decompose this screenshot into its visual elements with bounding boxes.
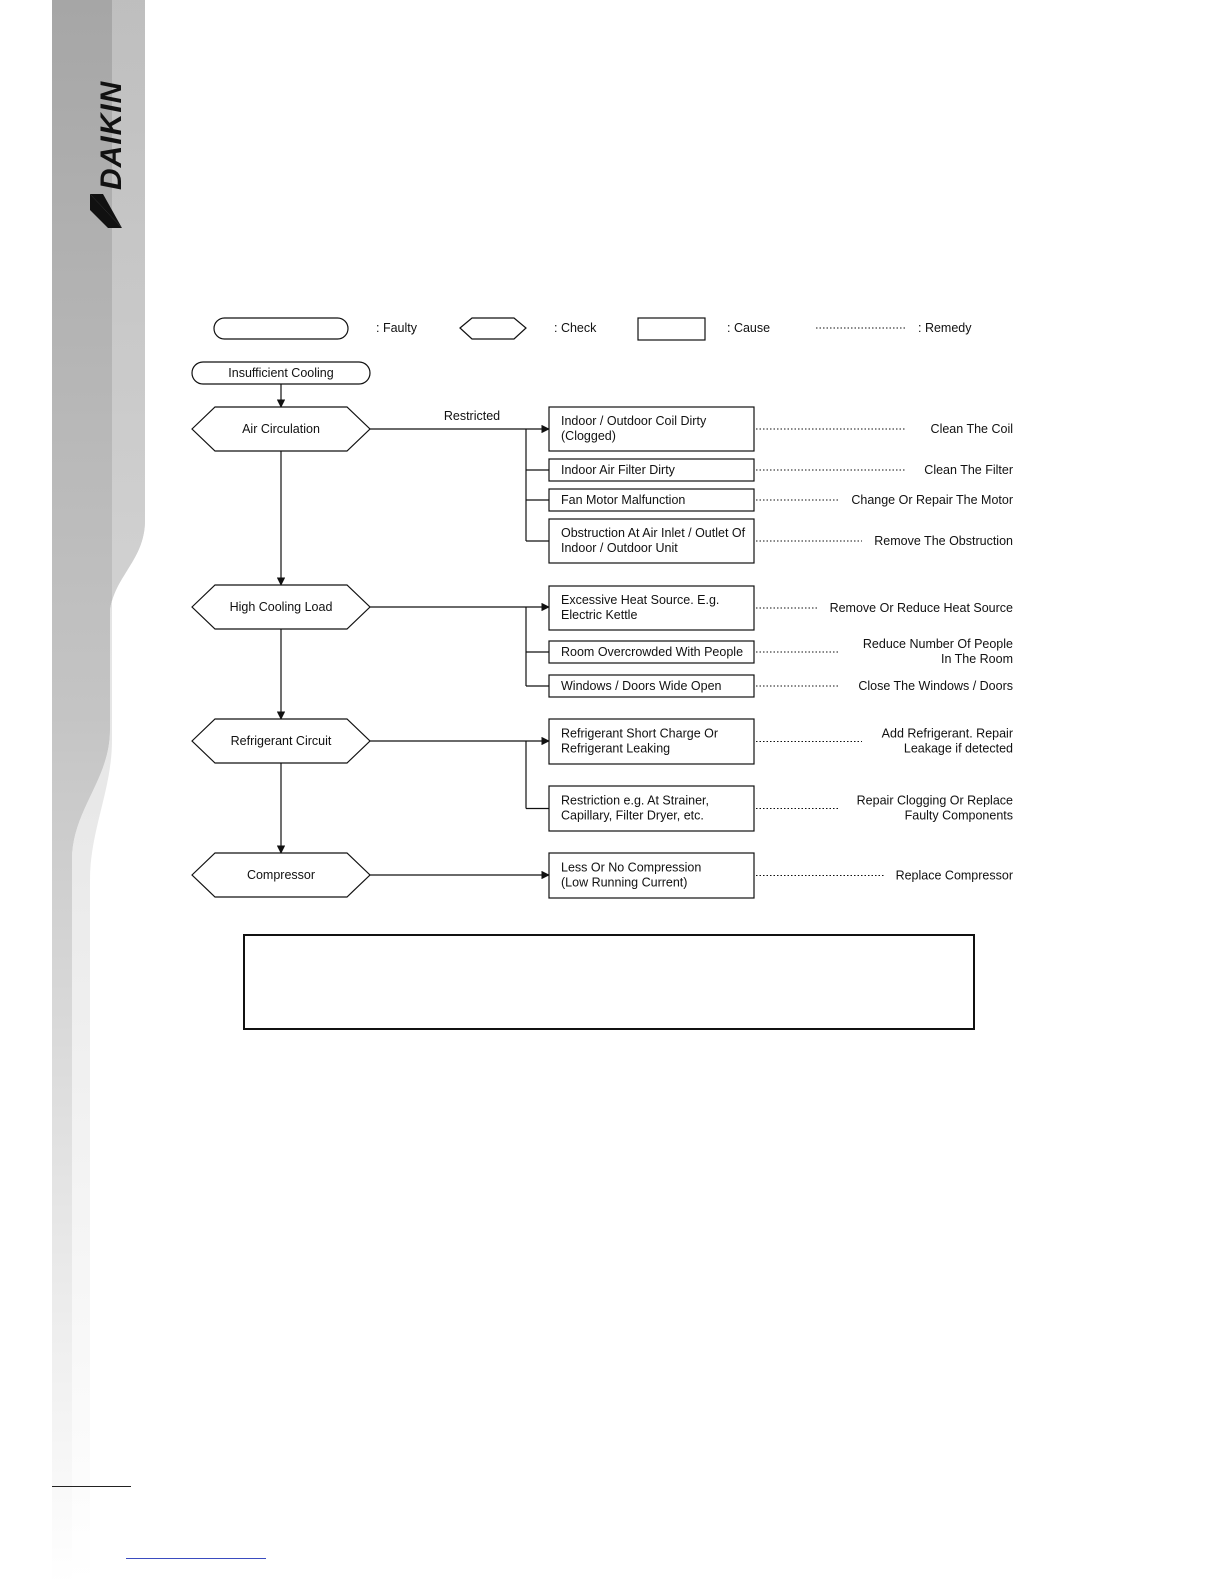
note-box <box>243 934 975 1030</box>
cause-text: Restriction e.g. At Strainer, <box>561 793 709 808</box>
remedy-text: Close The Windows / Doors <box>858 679 1013 693</box>
cause-text: Fan Motor Malfunction <box>561 493 686 507</box>
check-node-label: Air Circulation <box>242 422 320 436</box>
flowchart-body <box>192 384 1013 898</box>
legend <box>214 318 972 340</box>
remedy-text: Repair Clogging Or Replace <box>856 793 1013 808</box>
daikin-logo-text: DAIKIN <box>95 80 128 190</box>
remedy-text: Change Or Repair The Motor <box>851 493 1013 507</box>
remedy-text: Replace Compressor <box>895 868 1013 883</box>
remedy-text: Reduce Number Of People <box>862 637 1013 651</box>
cause-text: Capillary, Filter Dryer, etc. <box>561 808 704 823</box>
remedy-text: Leakage if detected <box>903 741 1013 756</box>
remedy-text: Remove The Obstruction <box>874 534 1013 548</box>
legend-cause-shape <box>638 318 705 340</box>
cause-text: Refrigerant Short Charge Or <box>561 726 719 741</box>
cause-text: Indoor Air Filter Dirty <box>561 463 675 477</box>
footer-rule <box>52 1486 131 1487</box>
cause-text: Windows / Doors Wide Open <box>561 679 722 693</box>
cause-text: (Clogged) <box>561 429 616 443</box>
cause-text: Room Overcrowded With People <box>561 645 744 659</box>
cause-text: Indoor / Outdoor Coil Dirty <box>561 414 707 428</box>
cause-text: Excessive Heat Source. E.g. <box>561 593 720 607</box>
remedy-text: Faulty Components <box>904 808 1013 823</box>
check-node-label: High Cooling Load <box>229 600 333 614</box>
branch-label: Restricted <box>443 409 501 423</box>
check-node-label: Refrigerant Circuit <box>230 734 332 748</box>
remedy-text: In The Room <box>940 652 1013 666</box>
cause-text: Less Or No Compression <box>561 860 702 875</box>
legend-check-shape <box>460 318 526 339</box>
start-node-label: Insufficient Cooling <box>228 366 334 380</box>
legend-check-label: : Check <box>554 321 597 335</box>
legend-faulty-shape <box>214 318 348 339</box>
legend-remedy-label: : Remedy <box>918 321 972 335</box>
cause-text: (Low Running Current) <box>561 875 688 890</box>
remedy-text: Remove Or Reduce Heat Source <box>829 601 1013 615</box>
cause-text: Indoor / Outdoor Unit <box>561 541 678 555</box>
legend-faulty-label: : Faulty <box>376 321 417 335</box>
footer-link-underline <box>126 1558 266 1559</box>
legend-cause-label: : Cause <box>727 321 771 335</box>
cause-text: Electric Kettle <box>561 608 638 622</box>
remedy-text: Add Refrigerant. Repair <box>881 726 1013 741</box>
remedy-text: Clean The Filter <box>924 463 1013 477</box>
cause-text: Refrigerant Leaking <box>561 741 671 756</box>
remedy-text: Clean The Coil <box>930 422 1013 436</box>
check-node-label: Compressor <box>246 868 316 882</box>
cause-text: Obstruction At Air Inlet / Outlet Of <box>561 526 746 540</box>
